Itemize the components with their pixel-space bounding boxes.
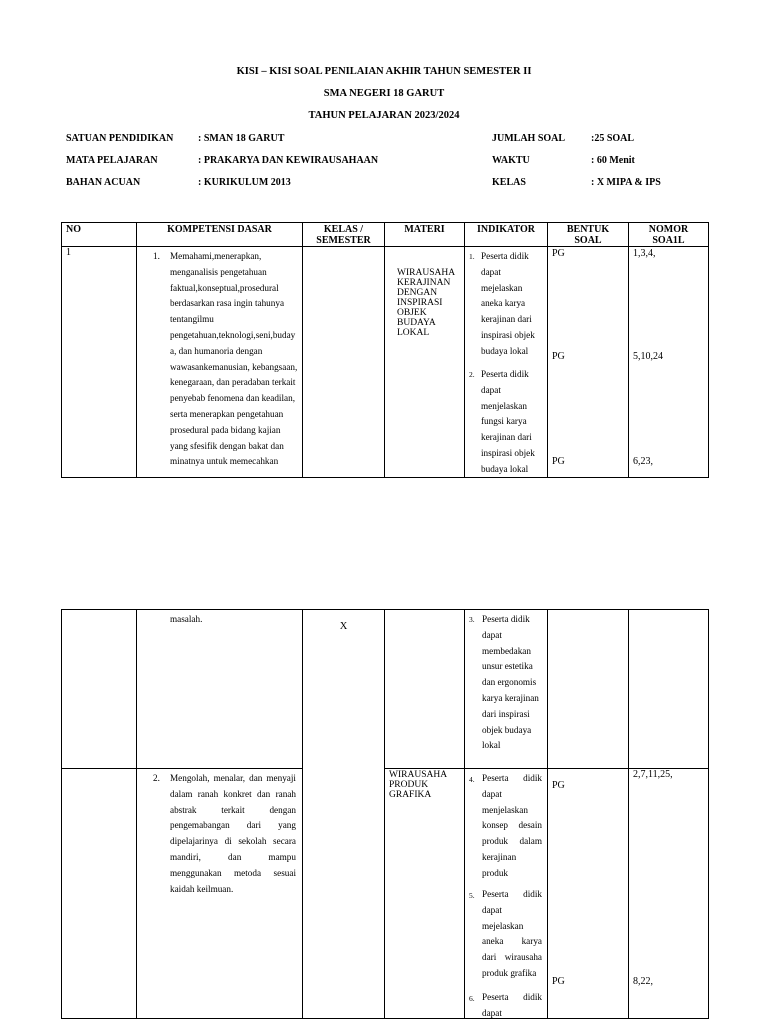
indicator-3-text <box>482 612 546 754</box>
header-kelas-line2: SEMESTER <box>316 235 371 246</box>
bentuk-cell <box>548 610 629 769</box>
text-line: GRAFIKA <box>389 790 432 800</box>
waktu-label: WAKTU <box>492 155 530 166</box>
text-line: faktual,konseptual,prosedural <box>170 282 279 293</box>
table-row <box>62 610 709 769</box>
indicator-2-number: 2. <box>469 370 475 379</box>
header-bentuk-line2: SOAL <box>574 235 602 246</box>
text-line: mejelaskan <box>482 920 524 931</box>
header-bentuk-line1: BENTUK <box>566 224 610 235</box>
jumlah-label: JUMLAH SOAL <box>492 133 566 144</box>
bentuk-4: PG <box>552 780 565 791</box>
indicator-5-number: 5. <box>469 891 475 900</box>
table-row <box>62 247 709 478</box>
text-line: menjelaskan <box>481 400 527 411</box>
nomor-3: 6,23, <box>633 456 653 467</box>
text-line: produk <box>482 867 509 878</box>
jumlah-value: :25 SOAL <box>591 133 635 144</box>
doc-title: KISI – KISI SOAL PENILAIAN AKHIR TAHUN SEMESTER II <box>236 66 532 77</box>
text-line: WIRAUSAHA <box>389 770 448 780</box>
text-line: abstrak terkait dengan <box>170 804 296 815</box>
indicator-4-number: 4. <box>469 775 475 784</box>
text-line: objek budaya <box>482 724 532 735</box>
school-name: SMA NEGERI 18 GARUT <box>323 88 445 99</box>
text-line: Peserta didik <box>481 369 529 379</box>
kelas-value: : X MIPA & IPS <box>591 177 661 188</box>
bahan-value: : KURIKULUM 2013 <box>198 177 291 188</box>
kd-cell <box>137 769 303 1019</box>
text-line: Peserta didik <box>482 614 530 624</box>
mapel-label: MATA PELAJARAN <box>66 155 158 166</box>
indicator-4-text <box>482 771 542 882</box>
kelas-cell <box>303 769 385 1019</box>
text-line: kenegaraan, dan peradaban terkait <box>170 377 296 388</box>
text-line: menggunakan metoda sesuai <box>170 867 296 878</box>
text-line: OBJEK <box>397 308 427 318</box>
bahan-label: BAHAN ACUAN <box>66 177 141 188</box>
text-line: WIRAUSAHA <box>397 268 456 278</box>
bentuk-3: PG <box>552 456 565 467</box>
bentuk-cell <box>548 247 629 478</box>
indicator-1-text <box>481 249 545 360</box>
header-kd: KOMPETENSI DASAR <box>137 223 303 247</box>
text-line: dipelajarinya di sekolah secara <box>170 836 296 847</box>
kd-continuation: masalah. <box>170 614 203 624</box>
text-line: dari wirausaha <box>482 952 542 963</box>
header-materi: MATERI <box>385 223 465 247</box>
indikator-cell <box>465 247 548 478</box>
text-line: BUDAYA <box>397 318 436 328</box>
indikator-cell <box>465 610 548 769</box>
text-line: DENGAN <box>397 288 438 298</box>
kelas-label: KELAS <box>492 177 526 188</box>
mapel-value: : PRAKARYA DAN KEWIRAUSAHAAN <box>198 155 379 166</box>
satuan-label: SATUAN PENDIDIKAN <box>66 133 174 144</box>
text-line: dan ergonomis <box>482 677 537 688</box>
nomor-cell <box>629 610 709 769</box>
text-line: budaya lokal <box>481 345 529 356</box>
row-number <box>62 769 137 1019</box>
waktu-value: : 60 Menit <box>591 155 635 166</box>
header-nomor-line2: SOA1L <box>652 235 685 246</box>
school-year: TAHUN PELAJARAN 2023/2024 <box>308 110 460 121</box>
nomor-2: 5,10,24 <box>633 351 663 362</box>
row-number <box>62 610 137 769</box>
text-line: Peserta didik <box>481 251 529 261</box>
text-line: pengetahuan,teknologi,seni,buday <box>170 329 296 340</box>
nomor-5: 8,22, <box>633 976 653 987</box>
text-line: penyebab fenomena dan keadilan, <box>170 393 295 404</box>
text-line: INSPIRASI <box>397 298 443 308</box>
kd-number: 2. <box>153 773 160 783</box>
kd-text <box>170 771 296 897</box>
kisi-table-part1 <box>61 222 709 478</box>
table-row <box>62 769 709 1019</box>
text-line: karya kerajinan <box>482 692 539 703</box>
header-nomor-line1: NOMOR <box>648 224 689 235</box>
text-line: dapat <box>482 788 502 799</box>
kd-cell <box>137 610 303 769</box>
nomor-cell <box>629 247 709 478</box>
kelas-cell <box>303 610 385 769</box>
text-line: aneka karya <box>481 298 526 309</box>
text-line: dapat <box>482 1007 502 1018</box>
text-line: produk grafika <box>482 967 537 978</box>
text-line: inspirasi objek <box>481 447 535 458</box>
text-line: mandiri, dan mampu <box>170 851 296 862</box>
bentuk-2: PG <box>552 351 565 362</box>
header-no: NO <box>62 223 137 247</box>
text-line: unsur estetika <box>482 661 533 672</box>
kd-text <box>170 249 300 470</box>
indicator-6-number: 6. <box>469 994 475 1003</box>
bentuk-5: PG <box>552 976 565 987</box>
indicator-1-number: 1. <box>469 252 475 261</box>
text-line: menjelaskan <box>482 804 528 815</box>
text-line: dalam ranah konkret dan ranah <box>170 788 296 799</box>
indicator-6-text <box>482 990 542 1022</box>
header-indikator: INDIKATOR <box>465 223 548 247</box>
text-line: konsep desain <box>482 820 542 831</box>
text-line: a, dan humanoria dengan <box>170 345 263 356</box>
text-line: Peserta didik <box>482 773 542 783</box>
text-line: Memahami,menerapkan, <box>170 251 262 261</box>
nomor-1: 1,3,4, <box>633 248 656 259</box>
text-line: dapat <box>482 904 502 915</box>
text-line: menganalisis pengetahuan <box>170 266 267 277</box>
text-line: aneka karya <box>482 936 542 947</box>
text-line: minatnya untuk memecahkan <box>170 456 279 467</box>
materi-cell <box>385 769 465 1019</box>
row-number: 1 <box>62 247 137 478</box>
text-line: dapat <box>481 266 501 277</box>
indicator-3-number: 3. <box>469 615 475 624</box>
text-line: pengemabangan dari yang <box>170 820 296 831</box>
text-line: inspirasi objek <box>481 329 535 340</box>
header-nomor <box>629 223 709 247</box>
bentuk-cell <box>548 769 629 1019</box>
bentuk-1: PG <box>552 248 565 259</box>
materi-cell <box>385 247 465 478</box>
text-line: LOKAL <box>397 328 430 338</box>
text-line: mejelaskan <box>481 282 523 293</box>
materi-text <box>385 769 464 800</box>
text-line: berdasarkan rasa ingin tahunya <box>170 298 285 309</box>
kelas-value-cell: X <box>339 621 348 632</box>
text-line: lokal <box>482 740 501 751</box>
header-kelas <box>303 223 385 247</box>
text-line: serta menerapkan pengetahuan <box>170 408 284 419</box>
text-line: budaya lokal <box>481 463 529 474</box>
materi-text <box>385 247 464 338</box>
indicator-5-text <box>482 887 542 982</box>
nomor-4: 2,7,11,25, <box>633 769 673 780</box>
indicator-2-text <box>481 367 545 478</box>
text-line: dari inspirasi <box>482 708 530 719</box>
text-line: produk dalam <box>482 836 542 847</box>
text-line: Peserta didik <box>482 992 542 1002</box>
header-kelas-line1: KELAS / <box>323 224 364 235</box>
text-line: kerajinan <box>482 851 517 862</box>
text-line: Peserta didik <box>482 889 542 899</box>
kd-cell <box>137 247 303 478</box>
kd-number: 1. <box>153 251 160 261</box>
text-line: wawasankemanusian, kebangsaan, <box>170 361 298 372</box>
nomor-cell <box>629 769 709 1019</box>
text-line: KERAJINAN <box>397 278 451 288</box>
text-line: kerajinan dari <box>481 432 532 443</box>
text-line: dapat <box>482 629 502 640</box>
text-line: dapat <box>481 384 501 395</box>
text-line: Mengolah, menalar, dan menyaji <box>170 773 296 783</box>
text-line: fungsi karya <box>481 416 527 427</box>
materi-cell <box>385 610 465 769</box>
text-line: yang sfesifik dengan bakat dan <box>170 440 284 451</box>
text-line: membedakan <box>482 645 531 656</box>
table-header-row <box>62 223 709 247</box>
kisi-table-part2 <box>61 609 709 1019</box>
header-bentuk <box>548 223 629 247</box>
text-line: kerajinan dari <box>481 314 532 325</box>
indikator-cell <box>465 769 548 1019</box>
text-line: tentangilmu <box>170 314 214 325</box>
satuan-value: : SMAN 18 GARUT <box>198 133 285 144</box>
text-line: kaidah keilmuan. <box>170 883 234 894</box>
text-line: prosedural pada bidang kajian <box>170 424 281 435</box>
text-line: PRODUK <box>389 780 429 790</box>
kelas-cell <box>303 247 385 478</box>
